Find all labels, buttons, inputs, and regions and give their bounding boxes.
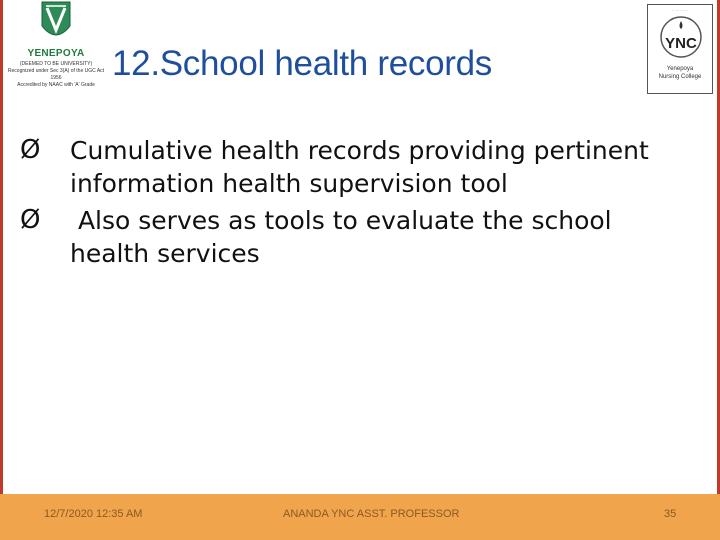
logo-small-print: · · · · · · · bbox=[672, 8, 688, 13]
bullet-item bbox=[20, 204, 700, 270]
bullet-list bbox=[20, 134, 700, 274]
logo-tagline-line: Accredited by NAAC with 'A' Grade bbox=[17, 82, 95, 88]
bullet-text-line: Cumulative health records providing pertinent bbox=[70, 136, 649, 165]
yenepoya-university-logo bbox=[4, 0, 108, 104]
logo-brand-text: YENEPOYA bbox=[27, 48, 85, 59]
svg-text:YNC: YNC bbox=[665, 35, 697, 52]
arrow-bullet-icon: Ø bbox=[20, 205, 41, 235]
nursing-college-emblem-icon bbox=[659, 15, 703, 61]
bullet-item bbox=[20, 134, 700, 200]
slide-title: 12.School health records bbox=[112, 44, 492, 83]
bullet-text-line: information health supervision tool bbox=[70, 169, 508, 198]
yenepoya-nursing-college-logo bbox=[647, 4, 713, 94]
bullet-text-line: health services bbox=[70, 239, 260, 268]
logo-tagline-line: Recognized under Sec 3(A) of the UGC Act 1956 bbox=[7, 68, 105, 81]
arrow-bullet-icon: Ø bbox=[20, 135, 41, 165]
footer-page-number: 35 bbox=[664, 508, 677, 520]
slide-footer bbox=[0, 494, 720, 540]
college-name-line: Yenepoya bbox=[666, 66, 694, 72]
bullet-text-line: Also serves as tools to evaluate the school bbox=[70, 206, 612, 235]
university-shield-icon bbox=[38, 0, 74, 44]
footer-presenter: ANANDA YNC ASST. PROFESSOR bbox=[283, 508, 460, 520]
logo-tagline-line: (DEEMED TO BE UNIVERSITY) bbox=[19, 61, 93, 67]
logo-tagline bbox=[4, 61, 108, 89]
college-name bbox=[648, 65, 712, 81]
footer-date: 12/7/2020 12:35 AM bbox=[44, 508, 143, 520]
college-name-line: Nursing College bbox=[658, 74, 702, 80]
slide-border-left bbox=[0, 0, 3, 540]
